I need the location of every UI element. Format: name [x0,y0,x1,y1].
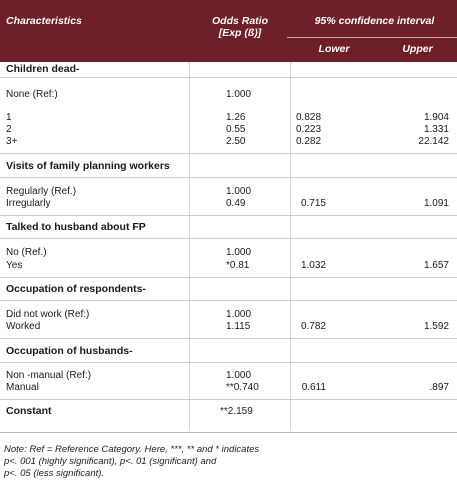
header-confidence-interval: 95% confidence interval [314,15,435,27]
table-row [0,246,457,259]
row-label: None (Ref:) [6,89,58,100]
section-heading [0,160,457,173]
upper-ci-value: 1.904 [423,112,449,123]
odds-ratio-value: 1.000 [226,186,252,197]
lower-ci-value: 1.032 [300,260,326,271]
table-note [4,444,454,480]
constant-row [0,405,457,418]
lower-ci-value: 0.828 [296,112,322,123]
section-heading [0,63,457,76]
lower-ci-value: 0.611 [301,382,326,393]
section-title: Talked to husband about FP [6,221,146,233]
row-label: Regularly (Ref.) [6,186,77,197]
row-label: Did not work (Ref:) [6,309,90,320]
lower-ci-value: 0.282 [296,136,322,147]
row-separator [0,153,457,154]
row-label: 3+ [6,136,18,147]
row-label: 2 [6,124,12,135]
row-label: 1 [6,112,12,123]
header-odds-ratio [206,15,274,39]
table-row [0,320,457,333]
header-upper: Upper [402,43,433,55]
upper-ci-value: 1.331 [423,124,449,135]
row-label: Worked [6,321,41,332]
table-row [0,88,457,101]
section-heading [0,345,457,358]
odds-ratio-value: 1.000 [226,89,252,100]
lower-ci-value: 0.223 [296,124,322,135]
table-row [0,259,457,272]
row-separator [0,277,457,278]
section-heading [0,283,457,296]
section-title: Occupation of respondents- [6,283,147,295]
row-label: No (Ref.) [6,247,47,258]
header-odds-ratio-line2: [Exp (ß)] [218,27,262,39]
constant-value: **2.159 [220,406,253,417]
upper-ci-value: 22.142 [418,136,449,147]
upper-ci-value: 1.091 [423,198,449,209]
row-separator [0,77,457,78]
section-title: Occupation of husbands- [6,345,133,357]
lower-ci-value: 0.715 [300,198,326,209]
row-separator [0,177,457,178]
upper-ci-value: .897 [429,382,449,393]
table-bottom-rule [0,432,457,433]
row-separator [0,338,457,339]
row-separator [0,399,457,400]
odds-ratio-value: **0.740 [226,382,259,393]
row-separator [0,300,457,301]
odds-ratio-value: 0.49 [226,198,246,209]
note-line: p<. 05 (less significant). [4,468,105,479]
section-heading [0,221,457,234]
section-title: Children dead- [6,63,80,75]
row-separator [0,215,457,216]
row-label: Non -manual (Ref:) [6,370,92,381]
note-line: p<. 001 (highly significant), p<. 01 (significant) and [4,456,217,467]
row-label: Manual [6,382,39,393]
odds-ratio-value: 1.000 [226,247,252,258]
lower-ci-value: 0.782 [300,321,326,332]
row-separator [0,362,457,363]
odds-ratio-value: 1.115 [226,321,251,332]
odds-ratio-value: 1.26 [226,112,246,123]
table-header [0,0,457,62]
row-label: Irregularly [6,198,51,209]
header-divider [287,37,457,38]
table-row [0,381,457,394]
odds-ratio-value: 0.55 [226,124,246,135]
upper-ci-value: 1.592 [423,321,449,332]
table-row [0,197,457,210]
section-title: Visits of family planning workers [6,160,170,172]
header-odds-ratio-line1: Odds Ratio [211,15,268,27]
header-lower: Lower [318,43,350,55]
table-row [0,135,457,148]
note-line: Note: Ref = Reference Category. Here, ***, ** and * indicates [4,444,260,455]
odds-ratio-value: 1.000 [226,309,252,320]
upper-ci-value: 1.657 [423,260,449,271]
odds-ratio-value: 2.50 [226,136,246,147]
header-characteristics: Characteristics [6,15,82,27]
row-label: Yes [6,260,23,271]
row-separator [0,238,457,239]
odds-ratio-value: *0.81 [226,260,250,271]
constant-label: Constant [6,405,52,417]
odds-ratio-value: 1.000 [226,370,252,381]
